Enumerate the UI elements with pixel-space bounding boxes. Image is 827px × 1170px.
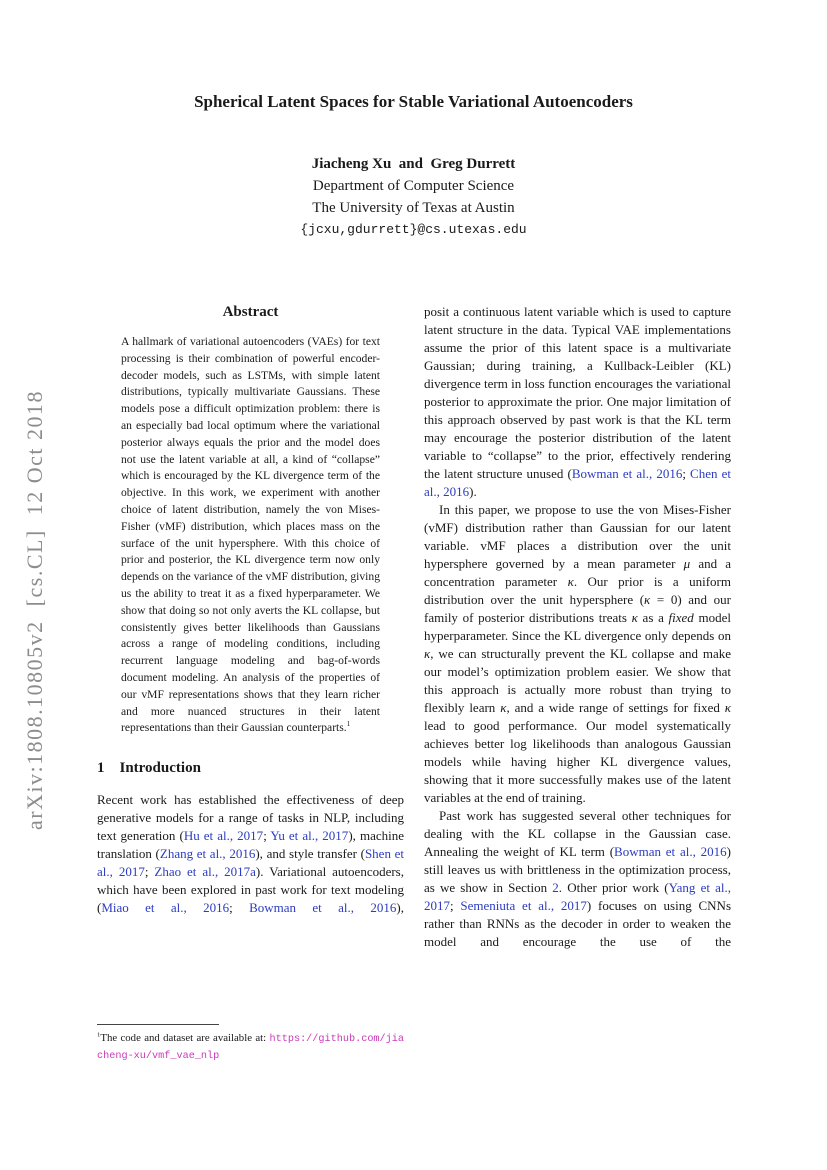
- section-ref-link[interactable]: 2: [552, 880, 559, 895]
- text-segment: ;: [682, 466, 691, 481]
- text-segment: κ: [500, 700, 507, 715]
- text-segment: κ: [631, 610, 638, 625]
- text-segment: ;: [450, 898, 461, 913]
- author-block: [0, 153, 827, 241]
- footnote: [97, 1024, 404, 1064]
- text-segment: κ: [567, 574, 574, 589]
- text-segment: fixed: [668, 610, 694, 625]
- author-email: {jcxu,gdurrett}@cs.utexas.edu: [300, 222, 527, 237]
- citation-link[interactable]: Miao et al., 2016: [101, 900, 230, 916]
- arxiv-stamp: arXiv:1808.10805v2 [cs.CL] 12 Oct 2018: [22, 389, 47, 831]
- text-segment: ),: [396, 900, 404, 916]
- footnote-url-link[interactable]: https://github.com/jiacheng-xu/vmf_vae_nlp: [97, 1034, 404, 1062]
- body-paragraph: [424, 303, 731, 501]
- text-segment: as a: [637, 610, 669, 625]
- text-segment: ), machine translation (: [97, 828, 404, 862]
- text-segment: posit a continuous latent variable which is used to capture latent structure in the data. Typical VAE implementations assume the prior of this latent space is a multivariate Gaussian; during training, a Kullback-Leibler (KL) divergence term in loss function encourages the variational posterior to approximate the prior. One major limitation of this approach observed by past work is that the KL term may encourage the posterior distribution of the latent variable to “collapse” to the prior, effectively rendering the latent structure unused (: [424, 304, 731, 481]
- citation-link[interactable]: Hu et al., 2017: [183, 828, 264, 844]
- text-segment: μ: [683, 556, 691, 571]
- text-segment: . Other prior work (: [558, 880, 669, 895]
- citation-link[interactable]: Yu et al., 2017: [270, 828, 349, 844]
- author-names: Jiacheng Xu and Greg Durrett: [311, 156, 516, 172]
- text-segment: . Our prior is a uniform distribution over the unit hypersphere (: [424, 574, 731, 607]
- footnote-marker: 1: [97, 1031, 101, 1039]
- text-segment: ) still leaves us with brittleness in the optimization process, as we show in Section: [424, 844, 731, 895]
- citation-link[interactable]: Chen et al., 2016: [424, 466, 731, 499]
- text-segment: Recent work has established the effectiveness of deep generative models for a range of tasks in NLP, including text generation (: [97, 792, 404, 844]
- text-segment: model hyperparameter. Since the KL divergence only depends on: [424, 610, 731, 643]
- body-paragraph: [424, 807, 731, 951]
- text-segment: , we can structurally prevent the KL collapse and make our model’s optimization problem easier. We show that this approach is actually more robust than trying to flexibly learn: [424, 646, 731, 715]
- footnote-text: [97, 1031, 404, 1064]
- section-title: Introduction: [119, 760, 201, 777]
- abstract-text: [121, 334, 380, 737]
- text-segment: A hallmark of variational autoencoders (VAEs) for text processing is their combination of powerful encoder-decoder models, such as LSTMs, with simple latent distributions, typically multivariate Gaussians. These models pose a difficult optimization problem: there is an especially bad local optimum where the variational posterior always equals the prior and the model does not use the latent variable at all, a kind of “collapse” which is encouraged by the KL divergence term of the objective. In this work, we experiment with another choice of latent distribution, namely the von Mises-Fisher (vMF) distribution, which places mass on the surface of the unit hypersphere. With this choice of prior and posterior, the KL divergence term now only depends on the variance of the vMF distribution, giving us the ability to treat it as a fixed hyperparameter. We show that doing so not only averts the KL collapse, but consistently gives better likelihoods than Gaussians across a range of modeling conditions, including recurrent language modeling and bag-of-words document modeling. An analysis of the properties of our vMF representations shows that they learn richer and more nuanced structures in their latent representations than their Gaussian counterparts.: [121, 335, 380, 735]
- text-segment: ). Variational autoencoders, which have been explored in past work for text modeling (: [97, 864, 404, 916]
- text-segment: ) focuses on using CNNs rather than RNNs as the decoder in order to weaken the model and encourage the use of the: [424, 898, 732, 949]
- text-segment: , and a wide range of settings for fixed: [506, 700, 725, 715]
- section-heading-introduction: [97, 759, 404, 777]
- text-segment: κ: [644, 592, 651, 607]
- citation-link[interactable]: Yang et al., 2017: [424, 880, 731, 913]
- text-segment: ;: [263, 828, 271, 844]
- affiliation-university: The University of Texas at Austin: [312, 200, 515, 216]
- text-segment: ;: [229, 900, 250, 916]
- text-segment: κ: [724, 700, 731, 715]
- body-paragraph: [424, 501, 731, 807]
- text-segment: ).: [469, 484, 477, 499]
- text-segment: ;: [144, 864, 155, 880]
- left-column: [97, 303, 404, 917]
- text-segment: The code and dataset are available at:: [100, 1032, 270, 1044]
- text-segment: Past work has suggested several other techniques for dealing with the KL collapse in the Gaussian case. Annealing the weight of KL term (: [424, 808, 731, 859]
- section-number: 1: [97, 760, 105, 777]
- citation-link[interactable]: Zhao et al., 2017a: [154, 864, 256, 880]
- citation-link[interactable]: Zhang et al., 2016: [159, 846, 256, 862]
- text-segment: In this paper, we propose to use the von Mises-Fisher (vMF) distribution rather than Gaussian for our latent variable. vMF places a distribution over the unit hypersphere governed by a mean parameter: [424, 502, 731, 571]
- citation-link[interactable]: Semeniuta et al., 2017: [460, 898, 587, 913]
- citation-link[interactable]: Bowman et al., 2016: [249, 900, 397, 916]
- text-segment: lead to good performance. Our model systematically achieves better log likelihoods than analogous Gaussian models while having higher KL divergence values, showing that it more successfully makes use of the latent variables at the end of training.: [424, 718, 731, 805]
- text-segment: and a concentration parameter: [424, 556, 731, 589]
- intro-paragraph: [97, 791, 404, 917]
- footnote-marker: 1: [346, 720, 351, 729]
- citation-link[interactable]: Bowman et al., 2016: [571, 466, 683, 481]
- text-segment: = 0) and our family of posterior distributions treats: [424, 592, 731, 625]
- text-segment: ), and style transfer (: [255, 846, 365, 862]
- abstract-heading: Abstract: [222, 304, 279, 320]
- footnote-rule: [97, 1024, 219, 1025]
- citation-link[interactable]: Bowman et al., 2016: [614, 844, 727, 859]
- right-column: [424, 303, 731, 951]
- paper-title: Spherical Latent Spaces for Stable Variational Autoencoders: [194, 92, 633, 111]
- citation-link[interactable]: Shen et al., 2017: [97, 846, 404, 880]
- affiliation-department: Department of Computer Science: [312, 178, 515, 194]
- text-segment: κ: [424, 646, 431, 661]
